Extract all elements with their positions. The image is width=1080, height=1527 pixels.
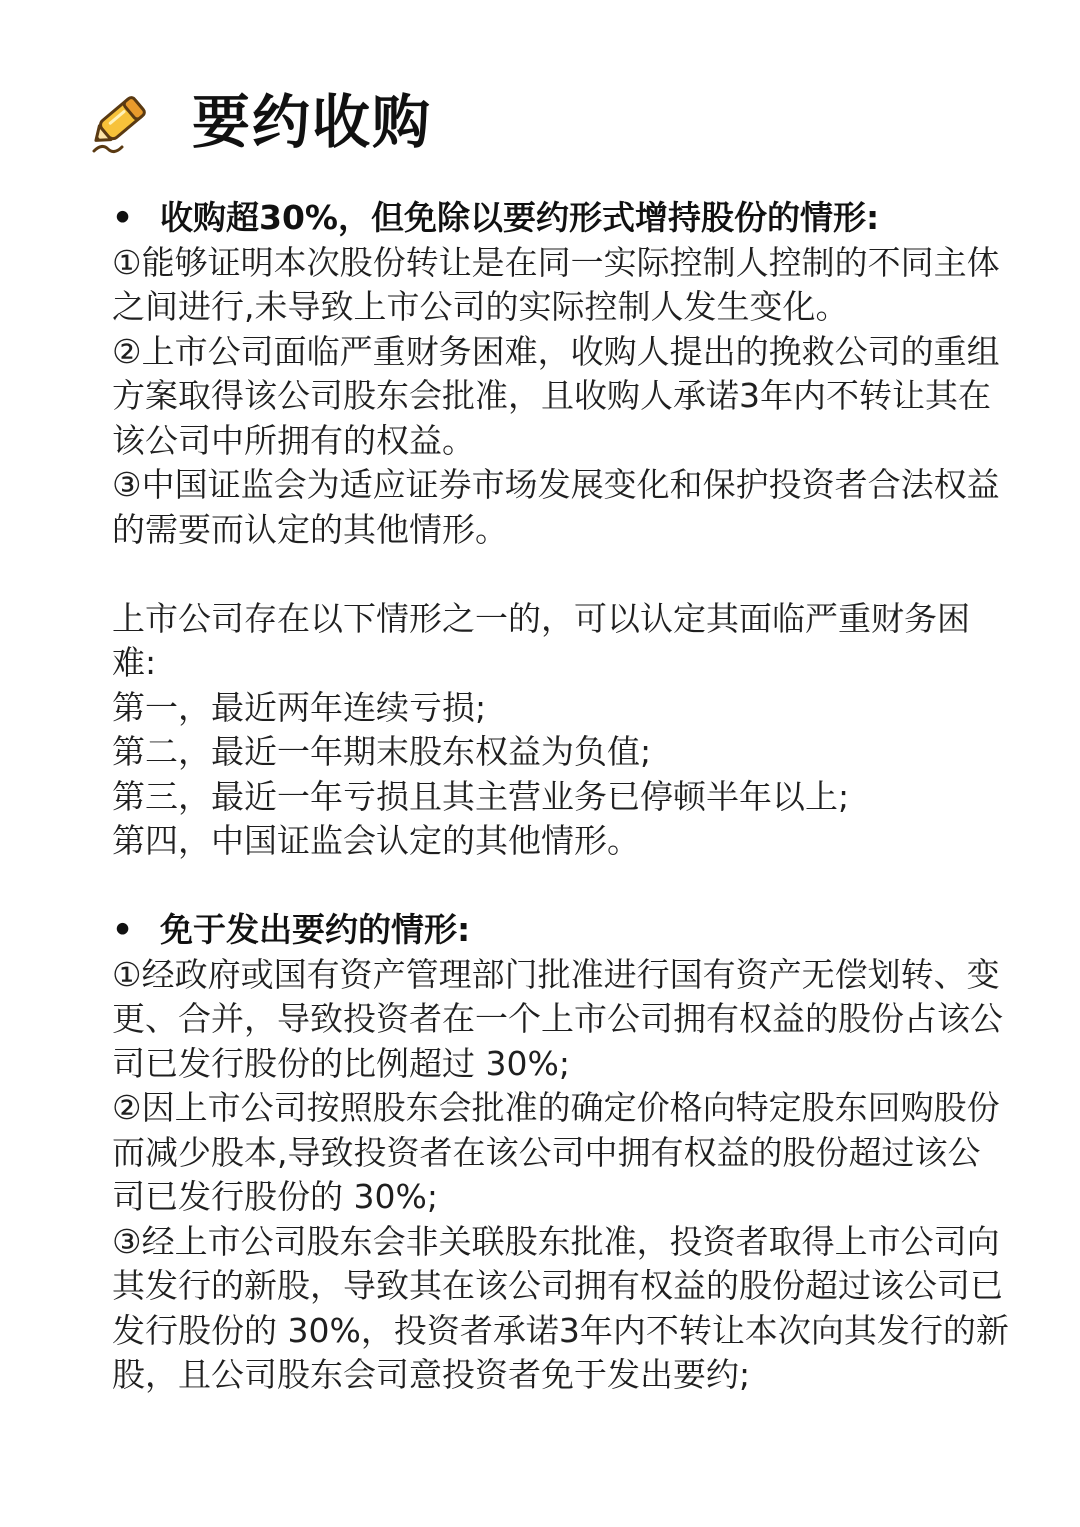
title-row: [88, 72, 432, 172]
bullet-icon: •: [112, 198, 134, 237]
list-item: ③经上市公司股东会非关联股东批准，投资者取得上市公司向其发行的新股，导致其在该公司拥有权益的股份超过该公司已发行股份的 30%，投资者承诺3年内不转让本次向其发行的新股，且公司股东会司意投资者免于发出要约;: [112, 1221, 1009, 1394]
list-item: 第一，最近两年连续亏损;: [112, 687, 487, 727]
page-title: 要约收购: [192, 88, 433, 156]
list-item: ①经政府或国有资产管理部门批准进行国有资产无偿划转、变更、合并，导致投资者在一个上市公司拥有权益的股份占该公司已发行股份的比例超过 30%;: [112, 954, 1003, 1083]
list-item: 第二，最近一年期末股东权益为负值;: [112, 732, 652, 771]
section-heading: [112, 196, 1012, 241]
pen-icon: [88, 87, 154, 157]
section-heading: [112, 908, 1012, 953]
intro-paragraph: 上市公司存在以下情形之一的，可以认定其面临严重财务困难:: [112, 598, 970, 682]
content: [112, 196, 1012, 1398]
spacer: [112, 552, 1012, 597]
spacer: [112, 864, 1012, 909]
list-item: ①能够证明本次股份转让是在同一实际控制人控制的不同主体之间进行,未导致上市公司的实际控制人发生变化。: [112, 242, 1000, 326]
section-heading-text: 收购超30%，但免除以要约形式增持股份的情形:: [160, 198, 880, 237]
list-item: ②上市公司面临严重财务困难，收购人提出的挽救公司的重组方案取得该公司股东会批准，且收购人承诺3年内不转让其在该公司中所拥有的权益。: [112, 331, 1000, 460]
list-item: ②因上市公司按照股东会批准的确定价格向特定股东回购股份而减少股本,导致投资者在该公司中拥有权益的股份超过该公司已发行股份的 30%;: [112, 1088, 1000, 1216]
list-item: 第四，中国证监会认定的其他情形。: [112, 821, 640, 860]
list-item: 第三，最近一年亏损且其主营业务已停顿半年以上;: [112, 776, 850, 816]
section-heading-text: 免于发出要约的情形:: [160, 910, 471, 949]
list-item: ③中国证监会为适应证券市场发展变化和保护投资者合法权益的需要而认定的其他情形。: [112, 465, 1000, 549]
bullet-icon: •: [112, 910, 134, 949]
